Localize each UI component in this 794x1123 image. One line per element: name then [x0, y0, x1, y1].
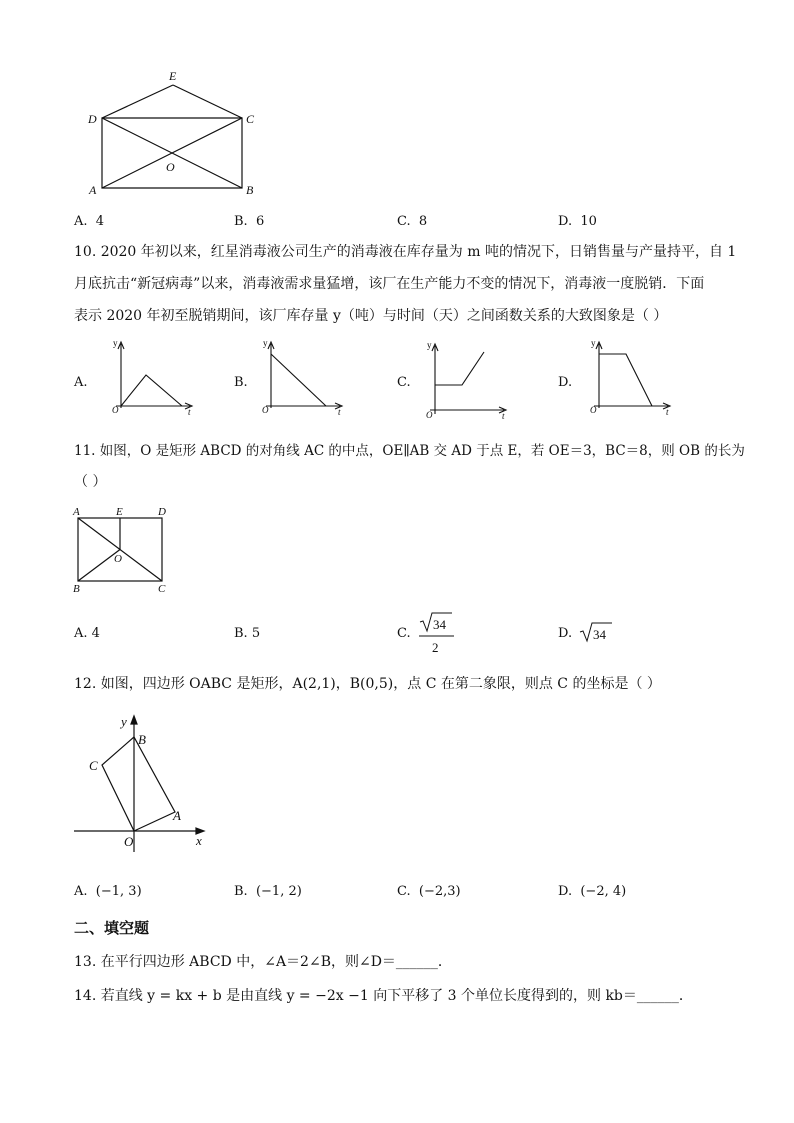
q13-question: 13. 在平行四边形 ABCD 中，∠A＝2∠B，则∠D＝______．	[74, 954, 452, 970]
axis-t-label: t	[502, 411, 505, 421]
q10-graph-a	[108, 338, 198, 418]
axis-t-label: t	[666, 407, 669, 417]
q11-figure	[70, 504, 180, 596]
q9-figure	[80, 60, 270, 200]
denominator-2: 2	[432, 640, 439, 655]
q11-line-1: 11. 如图，O 是矩形 ABCD 的对角线 AC 的中点，OE∥AB 交 AD 于点 E，若 OE＝3，BC＝8，则 OB 的长为	[74, 443, 745, 459]
label-D: D	[88, 112, 97, 126]
q12-figure	[72, 712, 212, 852]
q10-graph-d	[586, 338, 676, 418]
label-B: B	[246, 183, 254, 197]
q10-graph-b	[258, 338, 348, 418]
q10-graph-c	[422, 340, 512, 420]
q12-option-d[interactable]: D. (−2, 4)	[558, 884, 627, 899]
arrow-y	[131, 716, 137, 724]
label-O: O	[124, 834, 134, 849]
axis-t-label: t	[188, 407, 191, 417]
q9-option-d[interactable]: D. 10	[558, 214, 597, 229]
origin-label: O	[426, 410, 433, 420]
label-C: C	[158, 583, 166, 595]
axis-y-label: y	[427, 340, 432, 350]
origin-label: O	[262, 405, 269, 415]
q11-option-a[interactable]: A. 4	[74, 626, 100, 641]
segment-EC	[173, 85, 242, 118]
q14-question: 14. 若直线 y = kx + b 是由直线 y = −2x −1 向下平移了 3 个单位长度得到的，则 kb＝______．	[74, 988, 693, 1004]
graph-line	[435, 352, 484, 385]
q11-option-d-sqrt	[578, 620, 618, 644]
q10-option-a-label[interactable]: A.	[74, 375, 88, 390]
axis-y-label: y	[113, 338, 118, 348]
label-O: O	[166, 160, 175, 174]
label-B: B	[138, 732, 146, 747]
label-O: O	[114, 553, 122, 565]
q11-option-b[interactable]: B. 5	[234, 626, 261, 641]
segment-DE	[102, 85, 173, 118]
label-C: C	[246, 112, 255, 126]
q10-line-3: 表示 2020 年初至脱销期间，该厂库存量 y（吨）与时间（天）之间函数关系的大致图象是（ ）	[74, 308, 668, 324]
q12-option-c[interactable]: C. (−2,3)	[397, 884, 461, 899]
q12-option-a[interactable]: A. (−1, 3)	[74, 884, 142, 899]
section-heading-fill-in: 二、填空题	[74, 919, 150, 937]
q10-option-c-label[interactable]: C.	[397, 375, 411, 390]
label-x: x	[196, 833, 202, 848]
axis-t-label: t	[338, 407, 341, 417]
label-y: y	[121, 714, 127, 729]
label-A: A	[73, 506, 80, 518]
radicand-34: 34	[433, 617, 446, 632]
q9-option-c[interactable]: C. 8	[397, 214, 428, 229]
q11-option-c[interactable]: C.	[397, 626, 411, 641]
axis-y-label: y	[263, 338, 268, 348]
graph-line	[121, 375, 182, 406]
q10-option-d-label[interactable]: D.	[558, 375, 573, 390]
q9-option-a[interactable]: A. 4	[74, 214, 105, 229]
q11-line-2: （ ）	[74, 474, 107, 490]
label-E: E	[116, 506, 123, 518]
label-C: C	[89, 758, 98, 773]
q12-question: 12. 如图，四边形 OABC 是矩形，A(2,1)，B(0,5)，点 C 在第二象限，则点 C 的坐标是（ ）	[74, 676, 661, 692]
label-B: B	[73, 583, 80, 595]
label-E: E	[169, 69, 177, 83]
radicand-34: 34	[593, 627, 606, 642]
q9-option-b[interactable]: B. 6	[234, 214, 265, 229]
label-D: D	[158, 506, 166, 518]
q10-option-b-label[interactable]: B.	[234, 375, 248, 390]
label-A: A	[173, 808, 181, 823]
q11-option-c-fraction	[418, 612, 458, 656]
q10-line-2: 月底抗击“新冠病毒”以来，消毒液需求量猛增，该厂在生产能力不变的情况下，消毒液一度脱销．下面	[74, 276, 705, 292]
graph-line	[271, 354, 326, 406]
rectangle-OABC	[102, 737, 175, 831]
axis-y-label: y	[591, 338, 596, 348]
q11-option-d[interactable]: D.	[558, 626, 573, 641]
graph-line	[599, 354, 652, 406]
q10-line-1: 10. 2020 年初以来，红星消毒液公司生产的消毒液在库存量为 m 吨的情况下，日销售量与产量持平，自 1	[74, 244, 737, 260]
label-A: A	[89, 183, 97, 197]
origin-label: O	[590, 405, 597, 415]
q12-option-b[interactable]: B. (−1, 2)	[234, 884, 302, 899]
origin-label: O	[112, 405, 119, 415]
